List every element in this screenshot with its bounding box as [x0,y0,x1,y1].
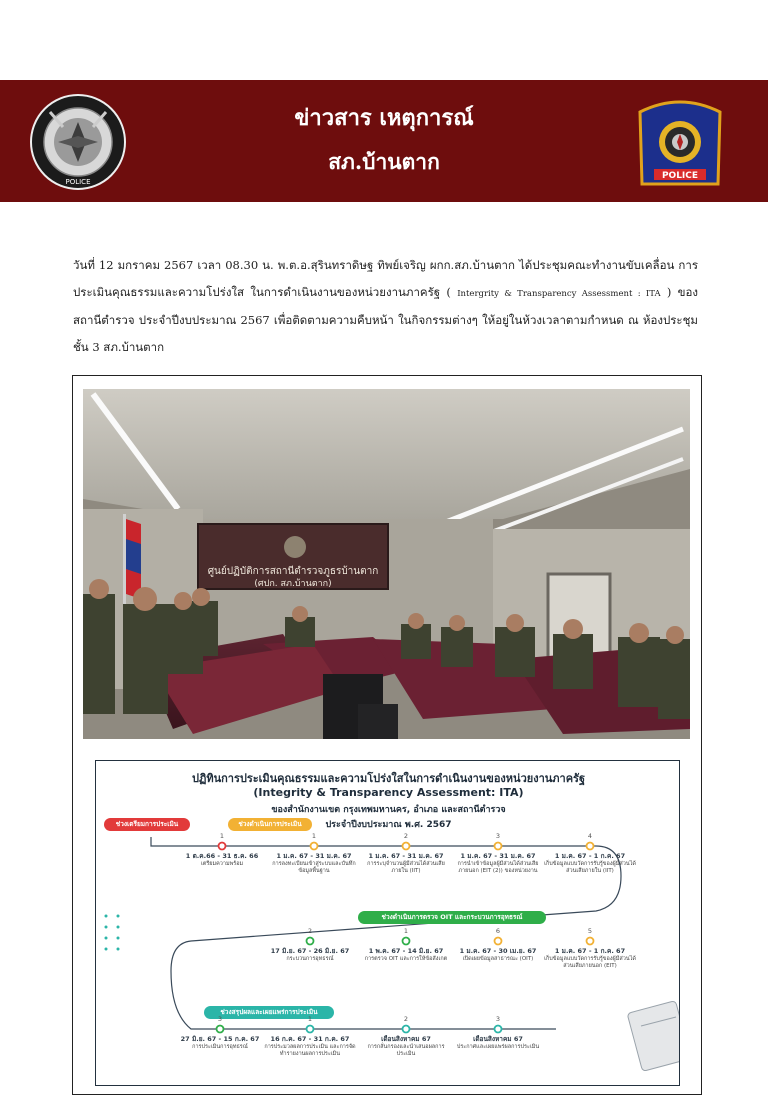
milestone-date: 17 มิ.ย. 67 - 26 มิ.ย. 67 [270,947,350,955]
phase-assess-pill: ช่วงดำเนินการประเมิน [228,818,312,831]
milestone-number: 2 [403,832,409,840]
milestone-number: 5 [587,927,593,935]
milestone-description: เปิดเผยข้อมูลสาธารณะ (OIT) [462,956,534,962]
infographic-scope: ของสำนักงานเขต กรุงเทพมหานคร, อำเภอ และสถานีตำรวจ [271,805,506,815]
milestone-item [268,832,360,875]
milestone-date: 27 มิ.ย. 67 - 15 ก.ค. 67 [180,1035,260,1043]
milestone-date: เดือนสิงหาคม 67 [473,1035,523,1043]
milestone-date: 1 พ.ค. 67 - 14 มิ.ย. 67 [368,947,444,955]
ita-calendar-infographic [95,760,680,1086]
milestone-date: เดือนสิงหาคม 67 [381,1035,431,1043]
milestone-number: 3 [217,1015,223,1023]
milestone-description: เก็บข้อมูลแบบวัดการรับรู้ของผู้มีส่วนได้ส่วนเสียภายใน (IIT) [544,861,636,874]
milestone-item [452,832,544,875]
milestone-item [360,927,452,963]
milestone-date: 1 ม.ค. 67 - 1 ก.ค. 67 [554,852,626,860]
meeting-photo [83,389,690,739]
phase-summary-pill: ช่วงสรุปผลและเผยแพร่การประเมิน [204,1006,334,1019]
page-title: ข่าวสาร เหตุการณ์ [294,105,474,131]
infographic-subtitle: (Integrity & Transparency Assessment: ITA) [253,786,524,799]
svg-text:POLICE: POLICE [661,171,699,181]
milestone-description: การนำเข้าข้อมูลผู้มีส่วนได้ส่วนเสียภายนอก (EIT (2)) ของหน่วยงาน [457,861,539,874]
svg-text:POLICE: POLICE [65,178,91,186]
milestone-item [174,1015,266,1051]
sign-line-1: ศูนย์ปฏิบัติการสถานีตำรวจภูธรบ้านตาก [207,566,379,577]
ita-english-name: Intergrity & Transparency Assessment : ITA [457,288,661,299]
milestone-item [544,927,636,970]
milestone-date: 1 ม.ค. 67 - 31 ม.ค. 67 [368,852,444,860]
milestone-description: การตรวจ OIT และการให้ข้อสังเกต [364,956,448,962]
milestone-number: 3 [495,832,501,840]
milestone-item [452,1015,544,1051]
milestone-item [544,832,636,875]
phase-prep-pill: ช่วงเตรียมการประเมิน [104,818,190,831]
milestone-item [360,832,452,875]
article-text-2: ) ของสถานีตำรวจ ประจำปีงบประมาณ 2567 เพื่อติดตามความคืบหน้า ในกิจกรรมต่างๆ ให้อยู่ในห้วงเวลาตามกำหนด ณ ห้องประชุม ชั้น 3 สภ.บ้านตาก [73,284,698,354]
milestone-date: 1 ม.ค. 67 - 31 ม.ค. 67 [460,852,536,860]
sign-line-2: (ศปก. สภ.บ้านตาก) [254,579,332,589]
milestone-date: 1 ม.ค. 67 - 31 ม.ค. 67 [276,852,352,860]
milestone-date: 1 ม.ค. 67 - 30 เม.ย. 67 [459,947,537,955]
milestone-description: การประมวลผลการประเมิน และการจัดทำรายงานผลการประเมิน [264,1044,356,1057]
milestone-date: 16 ก.ค. 67 - 31 ก.ค. 67 [270,1035,350,1043]
milestone-description: การกลั่นกรองและนำเสนอผลการประเมิน [367,1044,445,1057]
milestone-item [452,927,544,963]
milestone-description: เตรียมความพร้อม [200,861,244,867]
milestone-description: การลงทะเบียนเข้าสู่ระบบและบันทึกข้อมูลพื้นฐาน [272,861,356,874]
milestone-description: กระบวนการอุทธรณ์ [286,956,334,962]
milestone-number: 1 [311,832,317,840]
article-paragraph [73,252,698,360]
milestone-date: 1 ต.ค.66 - 31 ธ.ค. 66 [185,852,259,860]
calendar-icon [627,1001,680,1072]
milestone-description: เก็บข้อมูลแบบวัดการรับรู้ของผู้มีส่วนได้ส่วนเสียภายนอก (EIT) [544,956,636,969]
article-text-1: วันที่ 12 มกราคม 2567 เวลา 08.30 น. พ.ต.อ.สุรินทราดิษฐ ทิพย์เจริญ ผกก.สภ.บ้านตาก ได้ประชุมคณะทำงานขับเคลื่อน การประเมินคุณธรรมและความโปร่งใส ในการดำเนินงานของหน่วยงานภาครัฐ ( [73,258,698,299]
milestone-number: 2 [307,927,313,935]
milestone-number: 1 [219,832,225,840]
milestone-item [176,832,268,868]
milestone-description: การระบุจำนวนผู้มีส่วนได้ส่วนเสียภายใน (IIT) [367,861,445,874]
milestone-number: 6 [495,927,501,935]
milestone-description: ประกาศและเผยแพร่ผลการประเมิน [456,1044,540,1050]
milestone-item [264,927,356,963]
milestone-number: 1 [307,1015,313,1023]
milestone-number: 4 [587,832,593,840]
milestone-item [360,1015,452,1058]
infographic-fiscal-year: ประจำปีงบประมาณ พ.ศ. 2567 [325,820,452,830]
milestone-description: การประเมินการอุทธรณ์ [192,1044,248,1050]
phase-oit-pill: ช่วงดำเนินการตรวจ OIT และกระบวนการอุทธรณ์ [358,911,546,924]
milestone-number: 2 [403,1015,409,1023]
infographic-title: ปฏิทินการประเมินคุณธรรมและความโปร่งใสในการดำเนินงานของหน่วยงานภาครัฐ [191,772,586,785]
milestone-number: 3 [495,1015,501,1023]
milestone-item [264,1015,356,1058]
decorative-dots [105,915,120,951]
station-name: สภ.บ้านตาก [328,149,440,174]
milestone-number: 1 [403,927,409,935]
milestone-date: 1 ม.ค. 67 - 1 ก.ค. 67 [554,947,626,955]
